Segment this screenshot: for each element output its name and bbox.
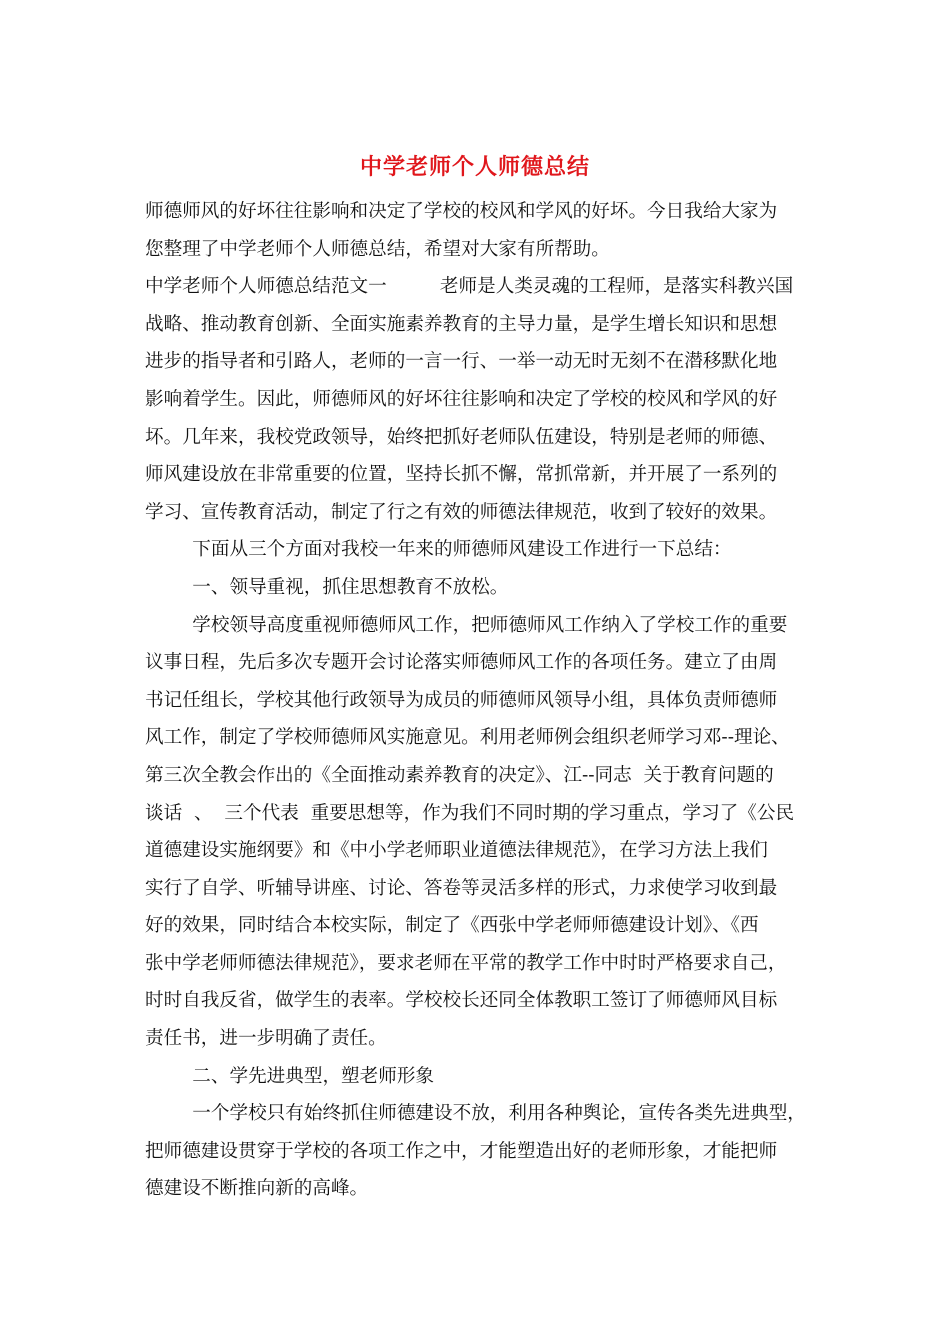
text-line: 责任书，进一步明确了责任。 bbox=[145, 1028, 387, 1050]
text-line: 时时自我反省，做学生的表率。学校校长还同全体教职工签订了师德师风目标 bbox=[145, 990, 778, 1012]
text-line: 议事日程，先后多次专题开会讨论落实师德师风工作的各项任务。建立了由周 bbox=[145, 652, 778, 674]
text-line: 战略、推动教育创新、全面实施素养教育的主导力量，是学生增长知识和思想 bbox=[145, 313, 778, 335]
text-line: 第三次全教会作出的《全面推动素养教育的决定》、江--同志 关于教育问题的 bbox=[145, 764, 774, 786]
text-line: 实行了自学、听辅导讲座、讨论、答卷等灵活多样的形式，力求使学习收到最 bbox=[145, 877, 778, 899]
text-line: 中学老师个人师德总结范文一 老师是人类灵魂的工程师，是落实科教兴国 bbox=[145, 276, 794, 298]
text-line: 您整理了中学老师个人师德总结，希望对大家有所帮助。 bbox=[145, 238, 610, 260]
text-line: 张中学老师师德法律规范》，要求老师在平常的教学工作中时时严格要求自己， bbox=[145, 952, 787, 974]
text-line: 谈话 、 三个代表 重要思想等，作为我们不同时期的学习重点，学习了《公民 bbox=[145, 802, 795, 824]
document-title: 中学老师个人师德总结 bbox=[359, 154, 590, 180]
text-line: 下面从三个方面对我校一年来的师德师风建设工作进行一下总结： bbox=[145, 539, 732, 561]
text-line: 二、学先进典型，塑老师形象 bbox=[145, 1065, 435, 1087]
text-line: 师德师风的好坏往往影响和决定了学校的校风和学风的好坏。今日我给大家为 bbox=[145, 201, 778, 222]
text-line: 坏。几年来，我校党政领导，始终把抓好老师队伍建设，特别是老师的师德、 bbox=[145, 426, 778, 448]
text-line: 进步的指导者和引路人，老师的一言一行、一举一动无时无刻不在潜移默化地 bbox=[145, 351, 778, 373]
text-line: 道德建设实施纲要》和《中小学老师职业道德法律规范》，在学习方法上我们 bbox=[145, 840, 768, 862]
text-line: 把师德建设贯穿于学校的各项工作之中，才能塑造出好的老师形象，才能把师 bbox=[145, 1140, 778, 1162]
text-line: 好的效果，同时结合本校实际，制定了《西张中学老师师德建设计划》、《西 bbox=[145, 915, 759, 937]
document-body bbox=[145, 193, 815, 1208]
text-line: 一、领导重视，抓住思想教育不放松。 bbox=[145, 576, 509, 598]
text-line: 学校领导高度重视师德师风工作，把师德师风工作纳入了学校工作的重要 bbox=[145, 614, 788, 636]
text-line: 德建设不断推向新的高峰。 bbox=[145, 1178, 369, 1200]
text-line: 师风建设放在非常重要的位置，坚持长抓不懈，常抓常新，并开展了一系列的 bbox=[145, 464, 778, 486]
text-line: 书记任组长，学校其他行政领导为成员的师德师风领导小组，具体负责师德师 bbox=[145, 689, 778, 711]
text-line: 一个学校只有始终抓住师德建设不放，利用各种舆论，宣传各类先进典型， bbox=[145, 1103, 806, 1125]
text-line: 影响着学生。因此，师德师风的好坏往往影响和决定了学校的校风和学风的好 bbox=[145, 388, 778, 410]
text-line: 风工作，制定了学校师德师风实施意见。利用老师例会组织老师学习邓--理论、 bbox=[145, 727, 790, 749]
text-line: 学习、宣传教育活动，制定了行之有效的师德法律规范，收到了较好的效果。 bbox=[145, 501, 778, 523]
